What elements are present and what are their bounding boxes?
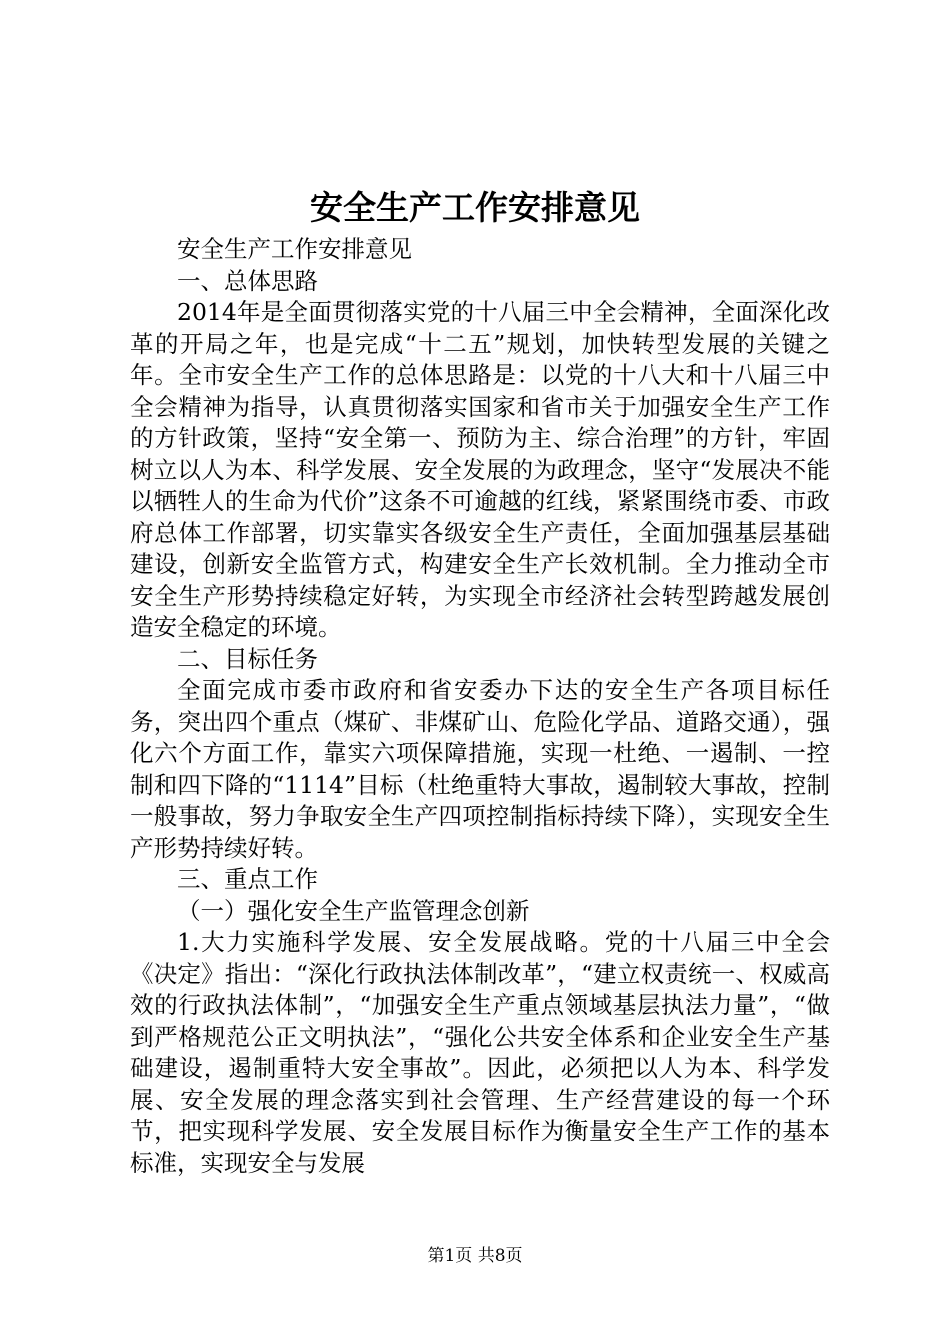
subsection-heading: （一）强化安全生产监管理念创新 xyxy=(177,896,530,925)
section-heading: 三、重点工作 xyxy=(177,865,318,893)
body-paragraph: 全面完成市委市政府和省安委办下达的安全生产各项目标任务，突出四个重点（煤矿、非煤矿山、危险化学品、道路交通），强化六个方面工作，靠实六项保障措施，实现一杜绝、一遏制、一控制和四下降的“1114”目标（杜绝重特大事故，遏制较大事故，控制一般事故，努力争取安全生产四项控制指标持续下降），实现安全生产形势持续好转。 xyxy=(130,676,830,862)
document-body xyxy=(130,234,830,1179)
page-footer: 第1页 共8页 xyxy=(427,1246,523,1266)
body-paragraph: 1.大力实施科学发展、安全发展战略。党的十八届三中全会《决定》指出：“深化行政执法体制改革”，“建立权责统一、权威高效的行政执法体制”，“加强安全生产重点领域基层执法力量”，“做到严格规范公正文明执法”，“强化公共安全体系和企业安全生产基础建设，遏制重特大安全事故”。因此，必须把以人为本、科学发展、安全发展的理念落实到社会管理、生产经营建设的每一个环节，把实现科学发展、安全发展目标作为衡量安全生产工作的基本标准，实现安全与发展 xyxy=(130,928,830,1177)
section-heading: 二、目标任务 xyxy=(177,644,318,673)
body-paragraph: 安全生产工作安排意见 xyxy=(177,235,412,263)
body-paragraph: 2014年是全面贯彻落实党的十八届三中全会精神，全面深化改革的开局之年，也是完成“十二五”规划，加快转型发展的关键之年。全市安全生产工作的总体思路是：以党的十八大和十八届三中全会精神为指导，认真贯彻落实国家和省市关于加强安全生产工作的方针政策，坚持“安全第一、预防为主、综合治理”的方针，牢固树立以人为本、科学发展、安全发展的为政理念，坚守“发展决不能以牺牲人的生命为代价”这条不可逾越的红线，紧紧围绕市委、市政府总体工作部署，切实靠实各级安全生产责任，全面加强基层基础建设，创新安全监管方式，构建安全生产长效机制。全力推动全市安全生产形势持续稳定好转，为实现全市经济社会转型跨越发展创造安全稳定的环境。 xyxy=(130,298,830,641)
section-heading: 一、总体思路 xyxy=(177,266,318,295)
document-title: 安全生产工作安排意见 xyxy=(310,188,640,227)
